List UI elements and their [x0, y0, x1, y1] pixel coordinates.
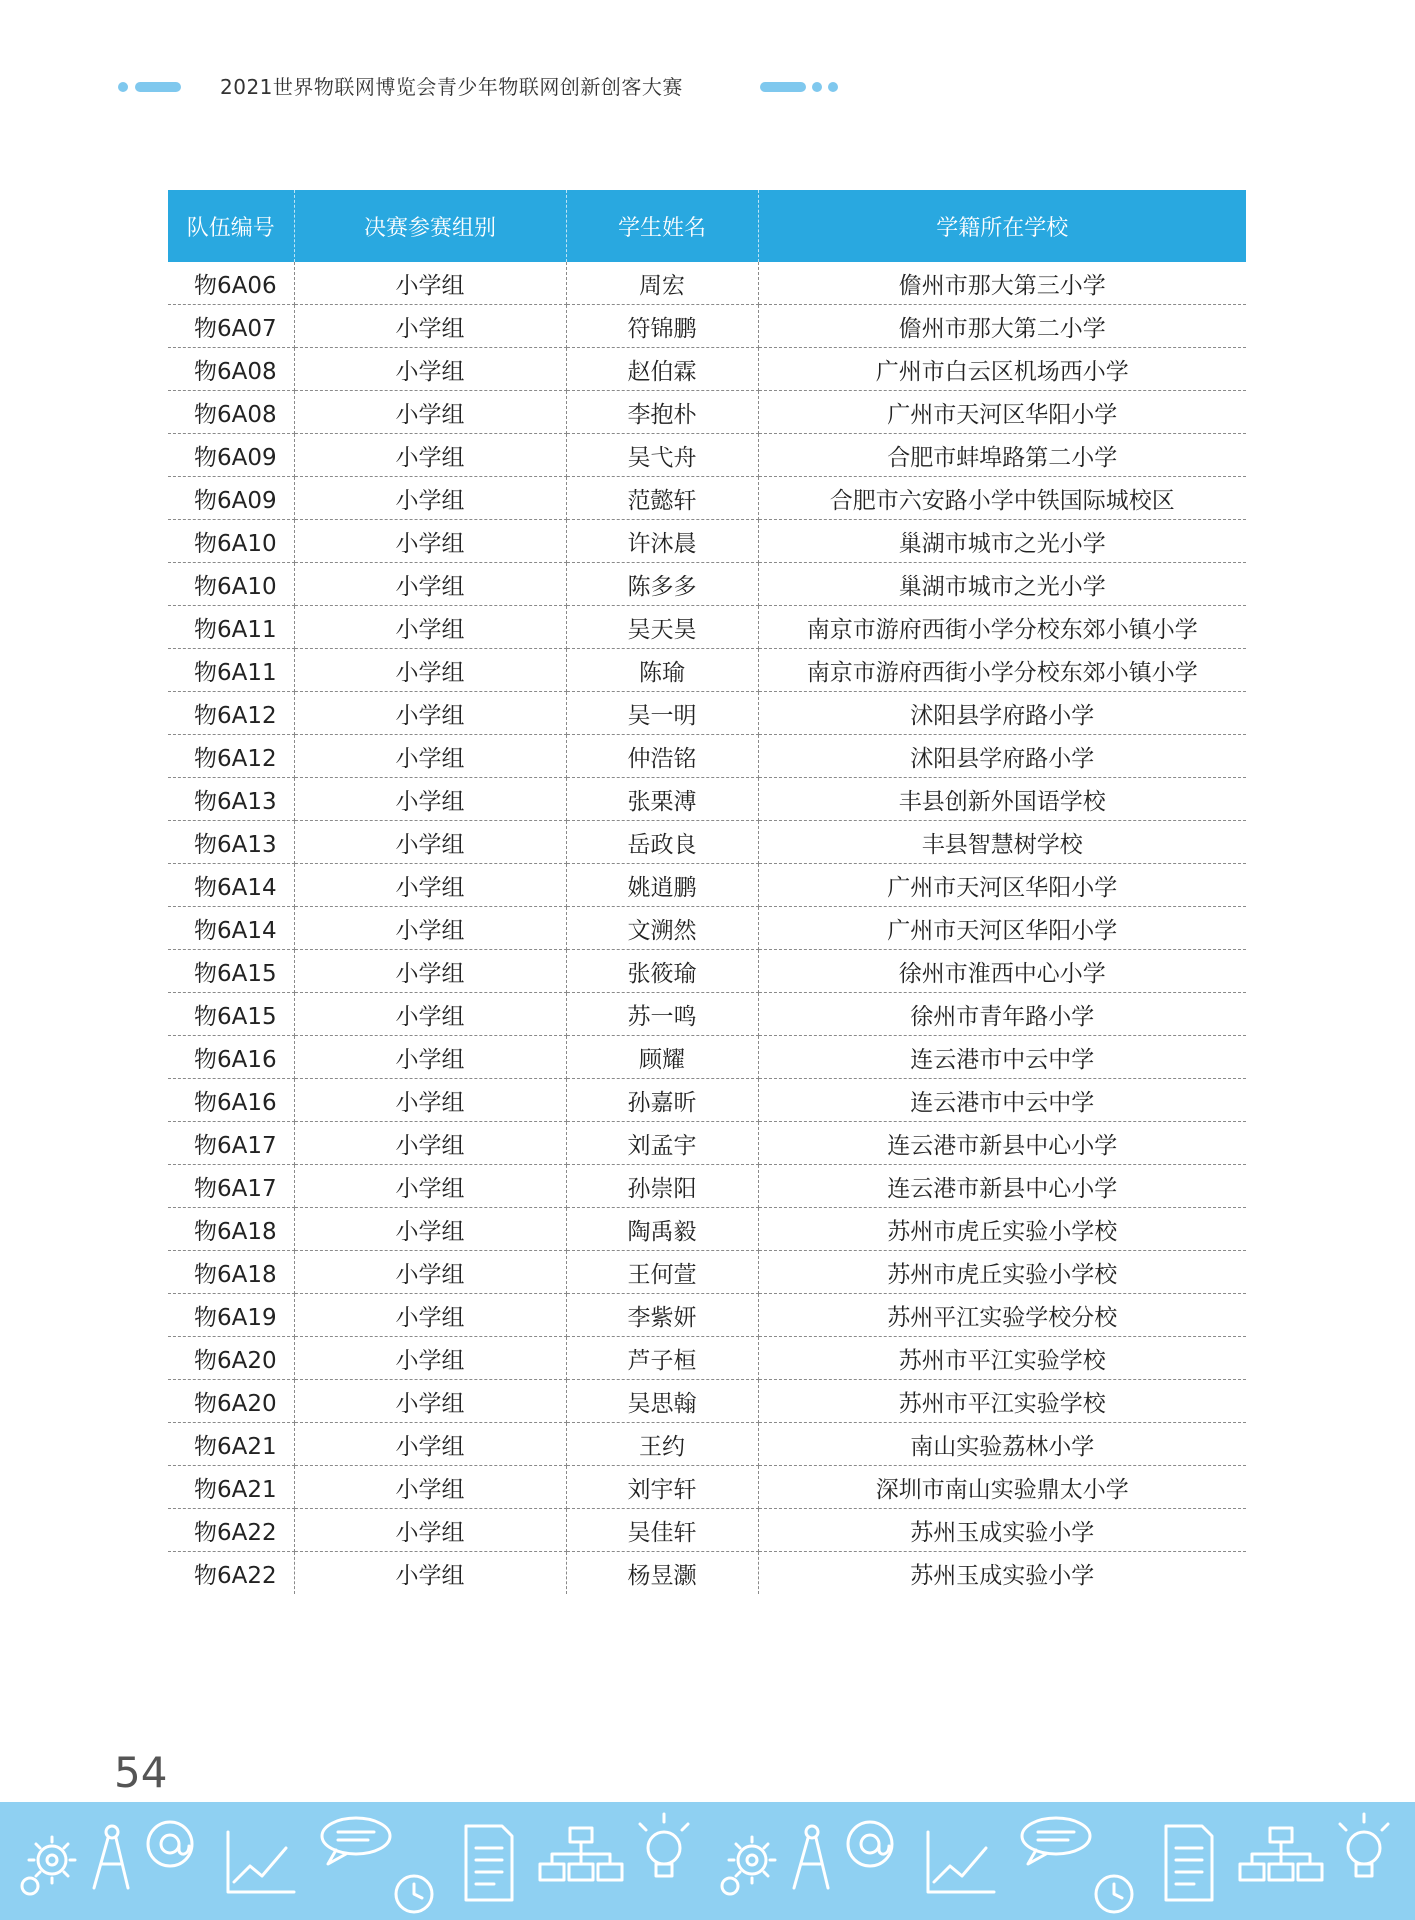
student-name-cell: 吴思翰 — [566, 1380, 758, 1423]
school-cell: 广州市白云区机场西小学 — [758, 348, 1246, 391]
table-row — [168, 950, 1246, 993]
group-cell: 小学组 — [294, 993, 566, 1036]
school-cell: 苏州玉成实验小学 — [758, 1509, 1246, 1552]
team-id-cell: 物6A07 — [168, 305, 294, 348]
team-id-cell: 物6A20 — [168, 1380, 294, 1423]
clock-icon — [396, 1876, 432, 1912]
team-id-cell: 物6A18 — [168, 1208, 294, 1251]
group-cell: 小学组 — [294, 821, 566, 864]
team-id-cell: 物6A20 — [168, 1337, 294, 1380]
group-cell: 小学组 — [294, 477, 566, 520]
team-id-cell: 物6A08 — [168, 348, 294, 391]
column-header-student-name: 学生姓名 — [566, 190, 758, 262]
group-cell: 小学组 — [294, 1423, 566, 1466]
table-row — [168, 391, 1246, 434]
table-row — [168, 1122, 1246, 1165]
footer-band — [0, 1802, 1415, 1920]
group-cell: 小学组 — [294, 1079, 566, 1122]
team-id-cell: 物6A14 — [168, 864, 294, 907]
table-row — [168, 649, 1246, 692]
table-row — [168, 1509, 1246, 1552]
school-cell: 连云港市新县中心小学 — [758, 1122, 1246, 1165]
table-row — [168, 563, 1246, 606]
school-cell: 广州市天河区华阳小学 — [758, 391, 1246, 434]
group-cell: 小学组 — [294, 1466, 566, 1509]
school-cell: 丰县智慧树学校 — [758, 821, 1246, 864]
school-cell: 沭阳县学府路小学 — [758, 692, 1246, 735]
school-cell: 苏州市平江实验学校 — [758, 1380, 1246, 1423]
student-name-cell: 姚逍鹏 — [566, 864, 758, 907]
student-name-cell: 李紫妍 — [566, 1294, 758, 1337]
team-id-cell: 物6A21 — [168, 1423, 294, 1466]
student-name-cell: 仲浩铭 — [566, 735, 758, 778]
table-row — [168, 1423, 1246, 1466]
team-id-cell: 物6A22 — [168, 1552, 294, 1595]
student-name-cell: 苏一鸣 — [566, 993, 758, 1036]
group-cell: 小学组 — [294, 305, 566, 348]
header-bar-left — [135, 82, 181, 92]
student-name-cell: 赵伯霖 — [566, 348, 758, 391]
student-name-cell: 张栗溥 — [566, 778, 758, 821]
column-header-school: 学籍所在学校 — [758, 190, 1246, 262]
group-cell: 小学组 — [294, 1552, 566, 1595]
team-id-cell: 物6A17 — [168, 1122, 294, 1165]
school-cell: 巢湖市城市之光小学 — [758, 520, 1246, 563]
school-cell: 苏州玉成实验小学 — [910, 1562, 1095, 1589]
school-cell: 合肥市六安路小学中铁国际城校区 — [758, 477, 1246, 520]
team-id-cell: 物6A17 — [168, 1165, 294, 1208]
header-dot-left — [118, 82, 128, 92]
team-id-cell: 物6A19 — [168, 1294, 294, 1337]
table-row — [168, 1466, 1246, 1509]
table-row — [168, 1337, 1246, 1380]
school-cell: 徐州市青年路小学 — [758, 993, 1246, 1036]
flowchart-icon — [540, 1828, 622, 1880]
student-name-cell: 杨昱灏 — [566, 1552, 758, 1595]
student-name-cell: 刘宇轩 — [566, 1466, 758, 1509]
document-icon — [466, 1826, 512, 1900]
student-name-cell: 芦子桓 — [566, 1337, 758, 1380]
team-id-cell: 物6A09 — [168, 477, 294, 520]
column-header-team-id: 队伍编号 — [168, 190, 294, 262]
school-cell: 巢湖市城市之光小学 — [758, 563, 1246, 606]
student-name-cell: 岳政良 — [566, 821, 758, 864]
group-cell: 小学组 — [294, 692, 566, 735]
group-cell: 小学组 — [294, 1380, 566, 1423]
school-cell: 广州市天河区华阳小学 — [758, 907, 1246, 950]
student-name-cell: 陈瑜 — [566, 649, 758, 692]
school-cell: 连云港市中云中学 — [758, 1036, 1246, 1079]
table-row — [168, 1208, 1246, 1251]
school-cell: 沭阳县学府路小学 — [758, 735, 1246, 778]
student-name-cell: 周宏 — [566, 262, 758, 305]
student-name-cell: 许沐晨 — [566, 520, 758, 563]
group-cell: 小学组 — [294, 649, 566, 692]
team-id-cell: 物6A16 — [168, 1079, 294, 1122]
school-cell: 连云港市新县中心小学 — [758, 1165, 1246, 1208]
team-id-cell: 物6A10 — [168, 520, 294, 563]
team-id-cell: 物6A09 — [168, 434, 294, 477]
school-cell: 合肥市蚌埠路第二小学 — [758, 434, 1246, 477]
team-id-cell: 物6A16 — [168, 1036, 294, 1079]
header-title: 2021世界物联网博览会青少年物联网创新创客大赛 — [220, 75, 683, 99]
table-row — [168, 1294, 1246, 1337]
group-cell: 小学组 — [294, 391, 566, 434]
school-cell: 南京市游府西街小学分校东郊小镇小学 — [758, 649, 1246, 692]
team-id-cell: 物6A11 — [168, 649, 294, 692]
group-cell: 小学组 — [294, 563, 566, 606]
group-cell: 小学组 — [294, 1165, 566, 1208]
gears-icon — [22, 1837, 75, 1894]
table-row — [168, 606, 1246, 649]
group-cell: 小学组 — [294, 348, 566, 391]
group-cell: 小学组 — [294, 1294, 566, 1337]
student-name-cell: 孙嘉昕 — [566, 1079, 758, 1122]
student-name-cell: 孙崇阳 — [566, 1165, 758, 1208]
page-number: 54 — [114, 1748, 168, 1797]
group-cell: 小学组 — [294, 434, 566, 477]
student-name-cell: 吴弋舟 — [566, 434, 758, 477]
school-cell: 广州市天河区华阳小学 — [758, 864, 1246, 907]
student-name-cell: 张筱瑜 — [566, 950, 758, 993]
student-name-cell: 王何萱 — [566, 1251, 758, 1294]
school-cell: 苏州平江实验学校分校 — [758, 1294, 1246, 1337]
table-row — [168, 520, 1246, 563]
table-row — [168, 907, 1246, 950]
team-id-cell: 物6A08 — [168, 391, 294, 434]
student-name-cell: 吴佳轩 — [566, 1509, 758, 1552]
table-row — [168, 262, 1246, 305]
at-sign-icon — [148, 1822, 192, 1866]
school-cell: 南山实验荔林小学 — [758, 1423, 1246, 1466]
student-name-cell: 吴一明 — [566, 692, 758, 735]
group-cell: 小学组 — [294, 1036, 566, 1079]
team-id-cell: 物6A13 — [168, 821, 294, 864]
team-id-cell: 物6A14 — [168, 907, 294, 950]
school-cell: 苏州市虎丘实验小学校 — [758, 1251, 1246, 1294]
student-name-cell: 文溯然 — [566, 907, 758, 950]
school-cell: 深圳市南山实验鼎太小学 — [758, 1466, 1246, 1509]
student-name-cell: 顾耀 — [566, 1036, 758, 1079]
speech-bubble-icon — [322, 1818, 390, 1864]
table-row — [168, 1079, 1246, 1122]
table-row — [168, 735, 1246, 778]
header-dot-right-2 — [828, 82, 838, 92]
team-id-cell: 物6A15 — [168, 950, 294, 993]
group-cell: 小学组 — [294, 1509, 566, 1552]
team-id-cell: 物6A11 — [168, 606, 294, 649]
group-cell: 小学组 — [294, 1337, 566, 1380]
student-name-cell: 刘孟宇 — [566, 1122, 758, 1165]
school-cell: 苏州市平江实验学校 — [758, 1337, 1246, 1380]
table-row — [168, 305, 1246, 348]
group-cell: 小学组 — [294, 735, 566, 778]
table-row — [168, 434, 1246, 477]
school-cell: 苏州市虎丘实验小学校 — [758, 1208, 1246, 1251]
page-header — [0, 72, 1415, 102]
group-cell: 小学组 — [294, 262, 566, 305]
group-cell: 小学组 — [294, 520, 566, 563]
group-cell: 小学组 — [294, 1251, 566, 1294]
school-cell: 丰县创新外国语学校 — [758, 778, 1246, 821]
team-id-cell: 物6A21 — [168, 1466, 294, 1509]
header-dot-right-1 — [812, 82, 822, 92]
table-row — [168, 692, 1246, 735]
table-row — [168, 1036, 1246, 1079]
table-row — [168, 477, 1246, 520]
school-cell: 连云港市中云中学 — [758, 1079, 1246, 1122]
team-id-cell: 物6A18 — [168, 1251, 294, 1294]
group-cell: 小学组 — [294, 778, 566, 821]
team-id-cell: 物6A12 — [168, 692, 294, 735]
student-name-cell: 符锦鹏 — [566, 305, 758, 348]
participants-table — [168, 190, 1246, 1594]
group-cell: 小学组 — [294, 907, 566, 950]
student-name-cell: 陈多多 — [566, 563, 758, 606]
table-row — [168, 348, 1246, 391]
compass-icon — [94, 1826, 128, 1888]
table-row — [168, 993, 1246, 1036]
table-row — [168, 821, 1246, 864]
table-row — [168, 1552, 1246, 1595]
group-cell: 小学组 — [294, 606, 566, 649]
table-row — [168, 1251, 1246, 1294]
group-cell: 小学组 — [294, 950, 566, 993]
table-header-row — [168, 190, 1246, 262]
team-id-cell: 物6A12 — [168, 735, 294, 778]
team-id-cell: 物6A10 — [168, 563, 294, 606]
table-row — [168, 1165, 1246, 1208]
team-id-cell: 物6A13 — [168, 778, 294, 821]
group-cell: 小学组 — [294, 1122, 566, 1165]
school-cell: 徐州市淮西中心小学 — [758, 950, 1246, 993]
student-name-cell: 李抱朴 — [566, 391, 758, 434]
lightbulb-icon — [640, 1814, 688, 1876]
column-header-group: 决赛参赛组别 — [294, 190, 566, 262]
table-row — [168, 864, 1246, 907]
team-id-cell: 物6A22 — [168, 1509, 294, 1552]
group-cell: 小学组 — [294, 864, 566, 907]
table-row — [168, 778, 1246, 821]
school-cell: 儋州市那大第二小学 — [758, 305, 1246, 348]
student-name-cell: 吴天昊 — [566, 606, 758, 649]
team-id-cell: 物6A06 — [168, 262, 294, 305]
school-cell: 南京市游府西街小学分校东郊小镇小学 — [758, 606, 1246, 649]
table-row — [168, 1380, 1246, 1423]
line-chart-icon — [228, 1832, 294, 1892]
school-cell: 儋州市那大第三小学 — [758, 262, 1246, 305]
header-bar-right — [760, 82, 806, 92]
student-name-cell: 陶禹毅 — [566, 1208, 758, 1251]
student-name-cell: 王约 — [566, 1423, 758, 1466]
team-id-cell: 物6A15 — [168, 993, 294, 1036]
student-name-cell: 范懿轩 — [566, 477, 758, 520]
group-cell: 小学组 — [294, 1208, 566, 1251]
